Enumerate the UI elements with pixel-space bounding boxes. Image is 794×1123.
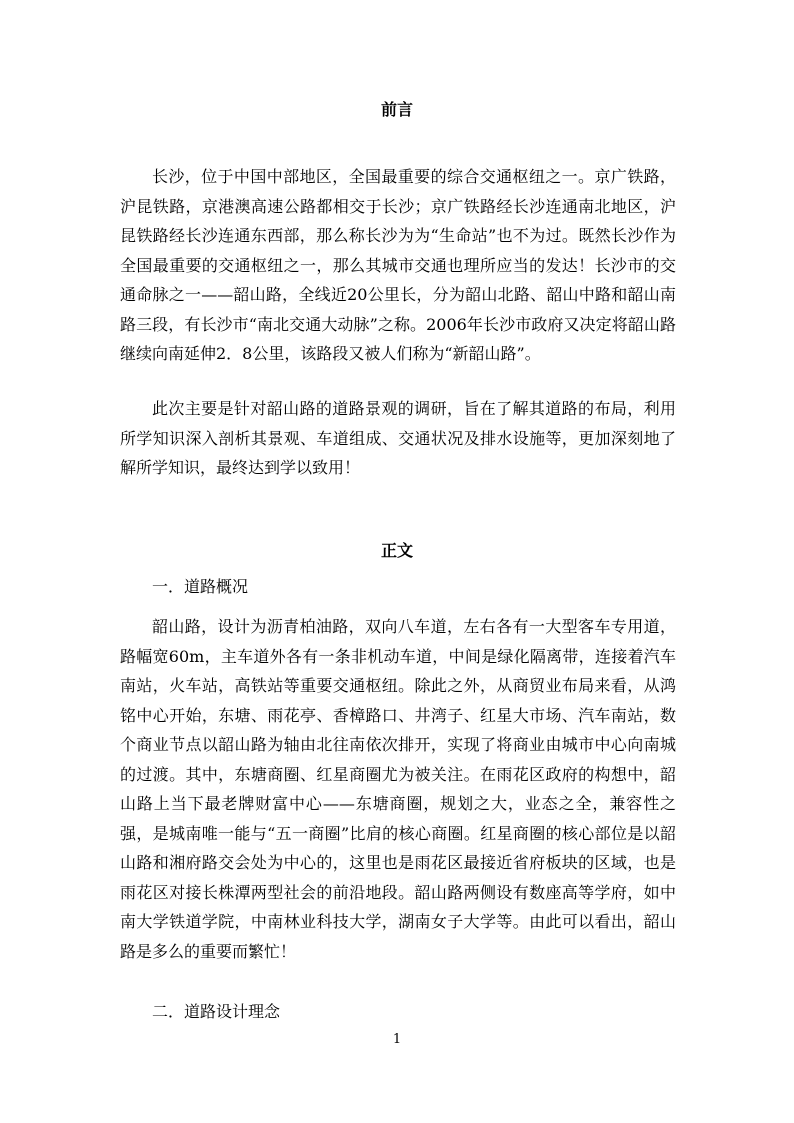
preface-paragraph-1: 长沙，位于中国中部地区，全国最重要的综合交通枢纽之一。京广铁路，沪昆铁路，京港澳高速公路都相交于长沙；京广铁路经长沙连通南北地区，沪昆铁路经长沙连通东西部，那么称长沙为为“生命站”也不为过。既然长沙作为全国最重要的交通枢纽之一，那么其城市交通也理所应当的发达！长沙市的交通命脉之一——韶山路，全线近20公里长，分为韶山北路、韶山中路和韶山南路三段，有长沙市“南北交通大动脉”之称。2006年长沙市政府又决定将韶山路继续向南延伸2．8公里，该路段又被人们称为“新韶山路”。 (120, 167, 676, 363)
preface-title: 前言 (380, 100, 413, 119)
preface-paragraph-2: 此次主要是针对韶山路的道路景观的调研，旨在了解其道路的布局，利用所学知识深入剖析其景观、车道组成、交通状况及排水设施等，更加深刻地了解所学知识，最终达到学以致用！ (120, 399, 676, 477)
section-2-heading: 二．道路设计理念 (152, 1002, 281, 1021)
page-number: 1 (392, 1032, 402, 1047)
section-1-heading: 一．道路概况 (152, 577, 249, 596)
body-title: 正文 (380, 541, 413, 560)
section-1-paragraph: 韶山路，设计为沥青柏油路，双向八车道，左右各有一大型客车专用道，路幅宽60m，主车道外各有一条非机动车道，中间是绿化隔离带，连接着汽车南站，火车站，高铁站等重要交通枢纽。除此之外，从商贸业布局来看，从鸿铭中心开始，东塘、雨花亭、香樟路口、井湾子、红星大市场、汽车南站，数个商业节点以韶山路为轴由北往南依次排开，实现了将商业由城市中心向南城的过渡。其中，东塘商圈、红星商圈尤为被关注。在雨花区政府的构想中，韶山路上当下最老牌财富中心——东塘商圈，规划之大，业态之全，兼容性之强，是城南唯一能与“五一商圈”比肩的核心商圈。红星商圈的核心部位是以韶山路和湘府路交会处为中心的，这里也是雨花区最接近省府板块的区域，也是雨花区对接长株潭两型社会的前沿地段。韶山路两侧设有数座高等学府，如中南大学铁道学院，中南林业科技大学，湖南女子大学等。由此可以看出，韶山路是多么的重要而繁忙！ (120, 617, 676, 961)
